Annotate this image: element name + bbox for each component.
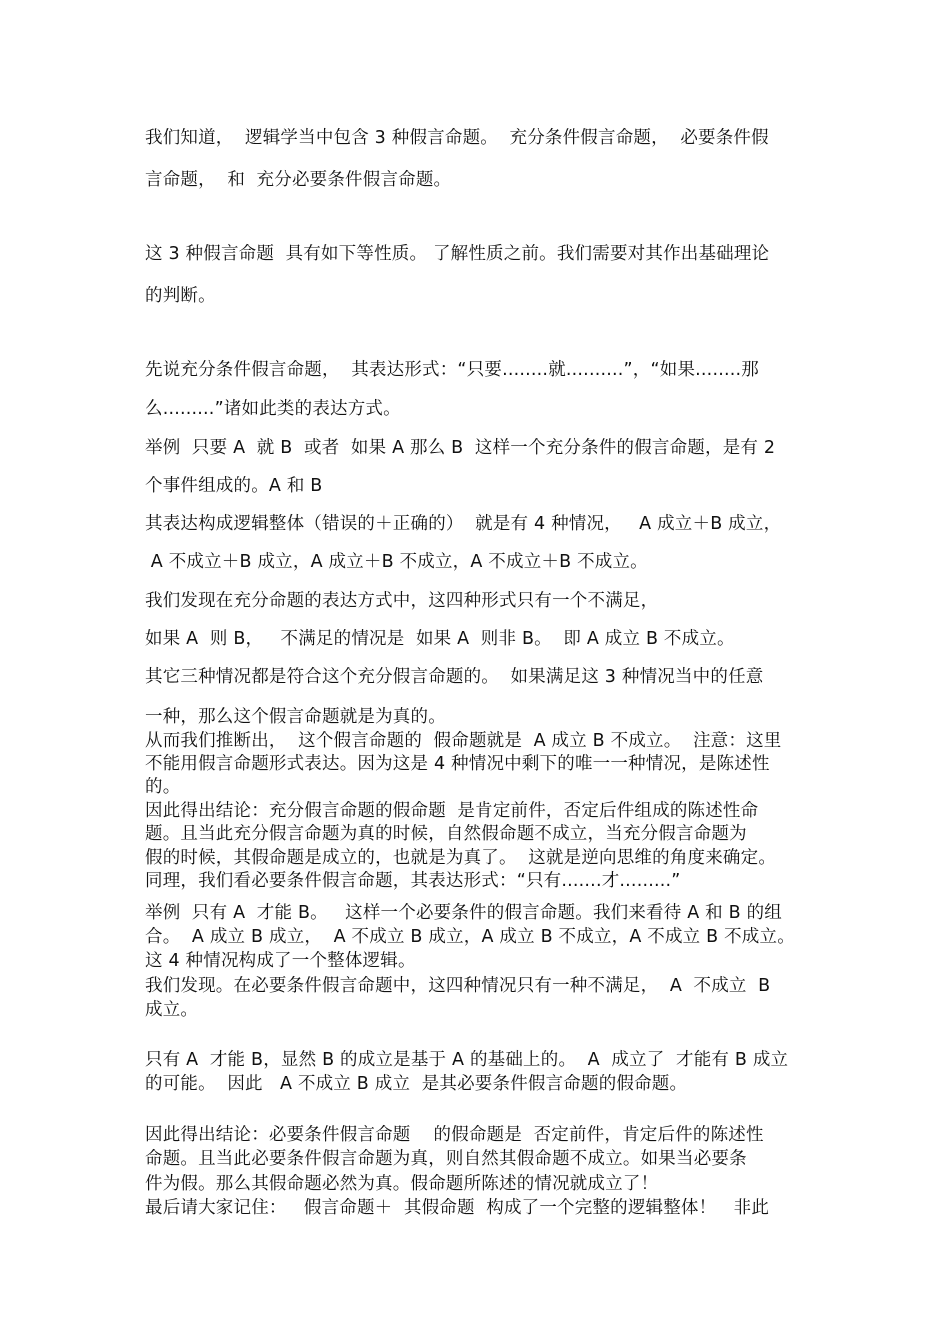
- text-line: 举例 只要 A 就 B 或者 如果 A 那么 B 这样一个充分条件的假言命题，是有 2: [145, 438, 776, 458]
- text-line: 的可能。 因此 A 不成立 B 成立 是其必要条件假言命题的假命题。: [145, 1074, 688, 1094]
- text-line: 假的时候，其假命题是成立的，也就是为真了。 这就是逆向思维的角度来确定。: [145, 848, 777, 868]
- text-line: 我们发现在充分命题的表达方式中，这四种形式只有一个不满足，: [145, 591, 659, 611]
- text-line: 从而我们推断出， 这个假言命题的 假命题就是 A 成立 B 不成立。 注意：这里: [145, 731, 782, 751]
- text-line: 这 4 种情况构成了一个整体逻辑。: [145, 951, 416, 971]
- text-line: 题。且当此充分假言命题为真的时候，自然假命题不成立，当充分假言命题为: [145, 824, 747, 844]
- text-line: 如果 A 则 B， 不满足的情况是 如果 A 则非 B。 即 A 成立 B 不成立。: [145, 629, 735, 649]
- text-line: 不能用假言命题形式表达。因为这是 4 种情况中剩下的唯一一种情况，是陈述性: [145, 754, 770, 774]
- text-line: 我们发现。在必要条件假言命题中，这四种情况只有一种不满足， A 不成立 B: [145, 976, 771, 996]
- text-line: 我们知道， 逻辑学当中包含 3 种假言命题。 充分条件假言命题， 必要条件假: [145, 128, 769, 148]
- text-line: 这 3 种假言命题 具有如下等性质。 了解性质之前。我们需要对其作出基础理论: [145, 244, 770, 264]
- text-line: 因此得出结论：充分假言命题的假命题 是肯定前件，否定后件组成的陈述性命: [145, 801, 759, 821]
- text-line: 其它三种情况都是符合这个充分假言命题的。 如果满足这 3 种情况当中的任意: [145, 667, 764, 687]
- text-line: 件为假。那么其假命题必然为真。假命题所陈述的情况就成立了！: [145, 1174, 659, 1194]
- text-line: 的。: [145, 777, 181, 797]
- text-line: 合。 A 成立 B 成立， A 不成立 B 成立，A 成立 B 不成立，A 不成立 B 不成立。: [145, 927, 795, 947]
- text-line: 其表达构成逻辑整体（错误的＋正确的） 就是有 4 种情况， A 成立＋B 成立，: [145, 514, 782, 534]
- text-line: 最后请大家记住： 假言命题＋ 其假命题 构成了一个完整的逻辑整体！ 非此: [145, 1198, 770, 1218]
- text-line: 言命题， 和 充分必要条件假言命题。: [145, 170, 452, 190]
- text-line: 举例 只有 A 才能 B。 这样一个必要条件的假言命题。我们来看待 A 和 B 的组: [145, 903, 782, 923]
- text-line: 么.........”诸如此类的表达方式。: [145, 399, 401, 419]
- text-line: 个事件组成的。A 和 B: [145, 476, 323, 496]
- text-line: 先说充分条件假言命题， 其表达形式：“只要........就..........”，“如果........那: [145, 360, 759, 380]
- text-line: 的判断。: [145, 286, 216, 306]
- text-line: 一种，那么这个假言命题就是为真的。: [145, 707, 446, 727]
- text-line: 成立。: [145, 1000, 199, 1020]
- text-line: 只有 A 才能 B，显然 B 的成立是基于 A 的基础上的。 A 成立了 才能有 B 成立: [145, 1050, 789, 1070]
- text-line: 同理，我们看必要条件假言命题，其表达形式：“只有.......才.........”: [145, 871, 681, 891]
- text-line: A 不成立＋B 成立，A 成立＋B 不成立，A 不成立＋B 不成立。: [145, 552, 648, 572]
- text-line: 命题。且当此必要条件假言命题为真，则自然其假命题不成立。如果当必要条: [145, 1149, 747, 1169]
- text-line: 因此得出结论：必要条件假言命题 的假命题是 否定前件，肯定后件的陈述性: [145, 1125, 764, 1145]
